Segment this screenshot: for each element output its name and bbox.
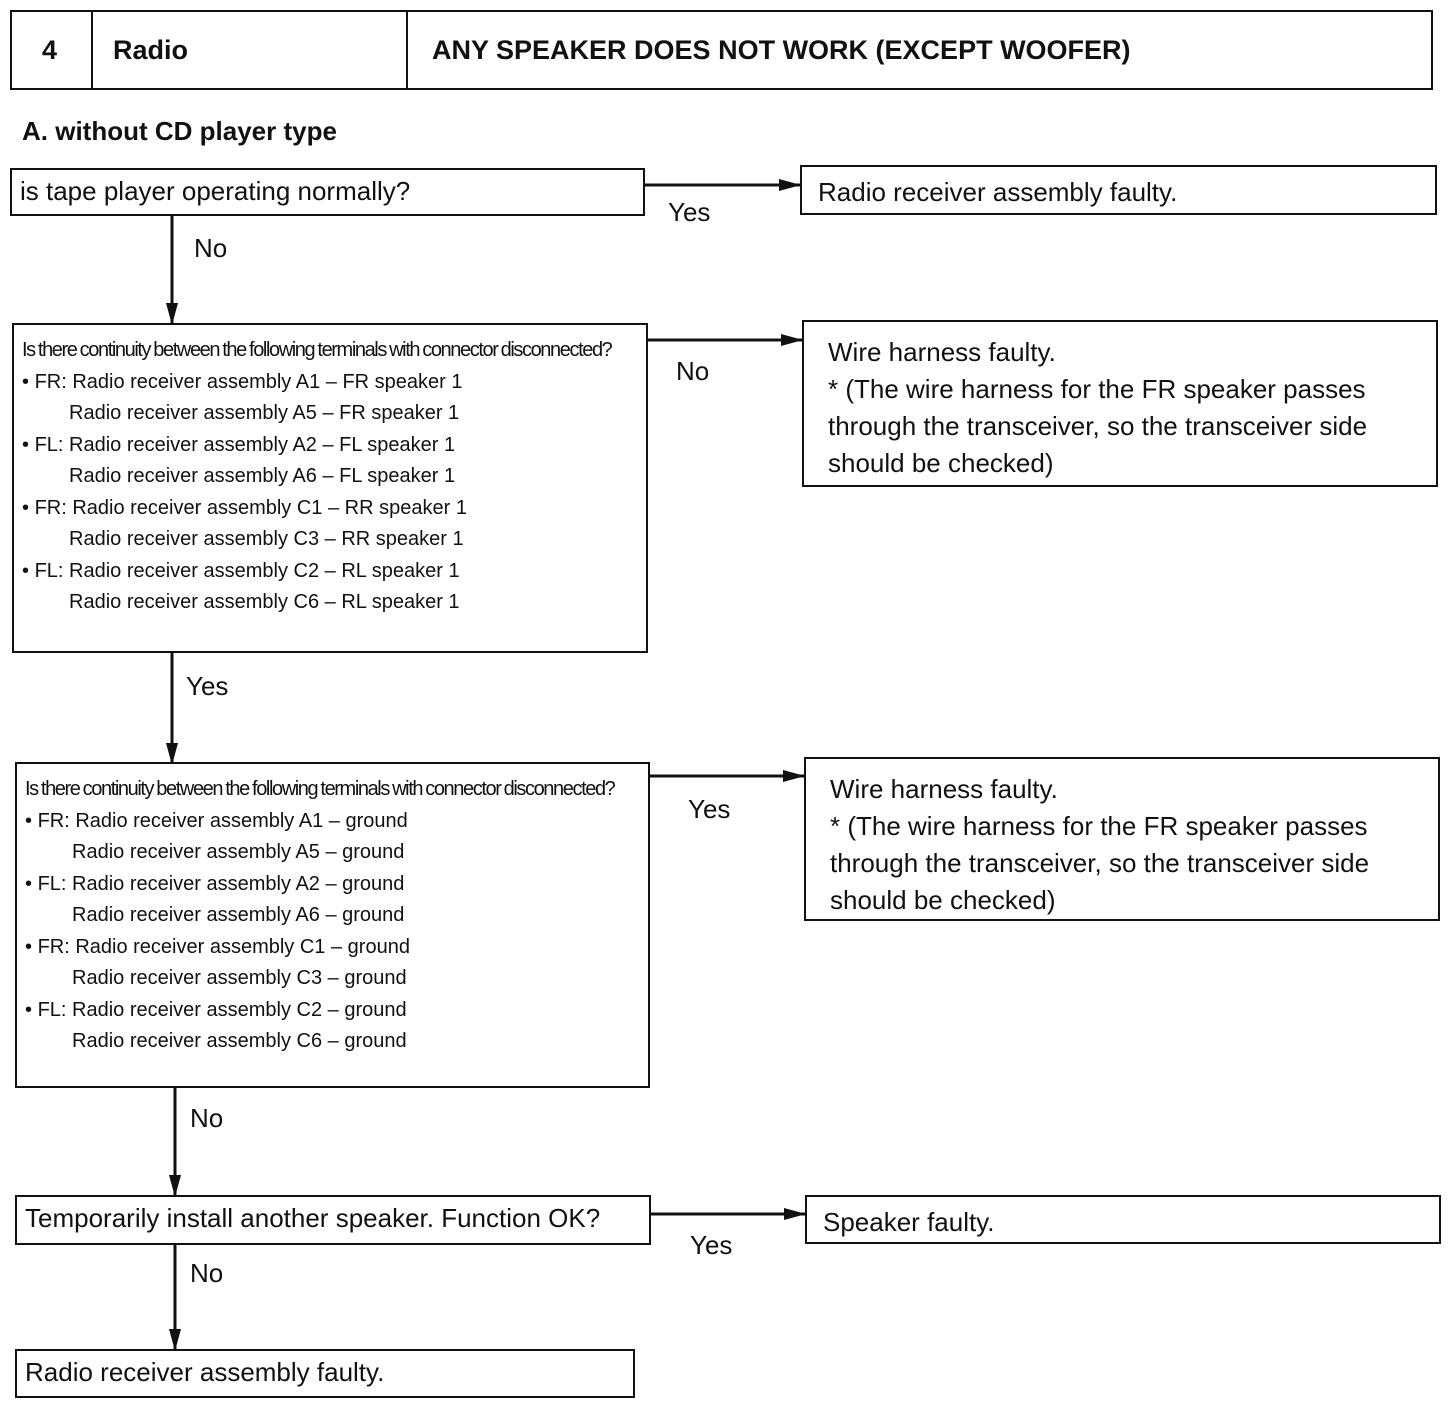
bullet-icon: •	[22, 370, 35, 393]
header-number: 4	[42, 34, 58, 65]
bullet-icon: •	[22, 559, 35, 582]
q1-question-box: is tape player operating normally?	[10, 168, 645, 216]
result-note: * (The wire harness for the FR speaker passes	[830, 811, 1368, 841]
bullet-icon: •	[25, 998, 38, 1021]
result-note: should be checked)	[828, 448, 1054, 478]
result-note: through the transceiver, so the transceiver side	[828, 411, 1368, 441]
terminal-check-bullet	[22, 430, 646, 462]
q2-question-box	[12, 323, 648, 653]
bullet-icon: •	[22, 433, 35, 456]
terminal-check-text: Radio receiver assembly A5 – ground	[72, 841, 405, 863]
q2-terminal-list	[22, 367, 646, 619]
terminal-check-text: Radio receiver assembly C3 – RR speaker 1	[69, 528, 464, 550]
q3-yes-label: Yes	[688, 794, 731, 824]
q2-no-label: No	[676, 356, 710, 386]
terminal-check-text: FR: Radio receiver assembly A1 – ground	[37, 809, 408, 832]
terminal-check-bullet	[22, 367, 646, 399]
q4-yes-result-box: Speaker faulty.	[805, 1195, 1441, 1244]
q2-no-result-box	[802, 320, 1438, 487]
terminal-check-text: Radio receiver assembly A6 – ground	[72, 904, 405, 926]
q2-intro: Is there continuity between the following terminals with connector disconnected?	[22, 339, 612, 361]
terminal-check-text: FL: Radio receiver assembly C2 – RL speaker 1	[34, 559, 460, 582]
q1-yes-label: Yes	[668, 197, 711, 227]
result-note: should be checked)	[830, 885, 1056, 915]
terminal-check-line	[25, 837, 648, 869]
header-title: ANY SPEAKER DOES NOT WORK (EXCEPT WOOFER)	[432, 34, 1131, 65]
terminal-check-bullet	[25, 806, 648, 838]
terminal-check-line	[25, 900, 648, 932]
bullet-icon: •	[25, 935, 38, 958]
q4-yes-label: Yes	[690, 1230, 733, 1260]
terminal-check-text: FL: Radio receiver assembly C2 – ground	[37, 998, 407, 1021]
result-note: through the transceiver, so the transceiver side	[830, 848, 1370, 878]
terminal-check-text: FR: Radio receiver assembly C1 – RR speaker 1	[34, 496, 467, 519]
terminal-check-bullet	[25, 995, 648, 1027]
q3-question-box	[15, 762, 650, 1088]
q3-no-label: No	[190, 1103, 224, 1133]
terminal-check-line	[22, 587, 646, 619]
q3-intro: Is there continuity between the following terminals with connector disconnected?	[25, 778, 615, 800]
terminal-check-text: Radio receiver assembly C6 – ground	[72, 1030, 407, 1052]
q1-no-label: No	[194, 233, 228, 263]
bullet-icon: •	[25, 872, 38, 895]
terminal-check-line	[22, 461, 646, 493]
q3-terminal-list	[25, 806, 648, 1058]
terminal-check-bullet	[25, 869, 648, 901]
terminal-check-text: Radio receiver assembly C6 – RL speaker 1	[69, 591, 460, 613]
header-category: Radio	[113, 34, 189, 65]
bullet-icon: •	[25, 809, 38, 832]
q1-yes-result-box: Radio receiver assembly faulty.	[800, 165, 1437, 215]
q2-yes-label: Yes	[186, 671, 229, 701]
terminal-check-line	[25, 963, 648, 995]
q4-question-box: Temporarily install another speaker. Function OK?	[15, 1195, 651, 1245]
terminal-check-line	[22, 524, 646, 556]
terminal-check-bullet	[25, 932, 648, 964]
terminal-check-text: FL: Radio receiver assembly A2 – ground	[37, 872, 405, 895]
terminal-check-line	[22, 398, 646, 430]
bullet-icon: •	[22, 496, 35, 519]
result-title: Wire harness faulty.	[830, 774, 1058, 804]
terminal-check-text: FR: Radio receiver assembly C1 – ground	[37, 935, 410, 958]
section-title: A. without CD player type	[22, 116, 337, 146]
q3-yes-result-box	[804, 757, 1440, 921]
terminal-check-text: Radio receiver assembly C3 – ground	[72, 967, 407, 989]
terminal-check-text: Radio receiver assembly A6 – FL speaker 1	[69, 465, 456, 487]
q4-no-label: No	[190, 1258, 224, 1288]
terminal-check-text: Radio receiver assembly A5 – FR speaker 1	[69, 402, 460, 424]
result-note: * (The wire harness for the FR speaker passes	[828, 374, 1366, 404]
terminal-check-bullet	[22, 556, 646, 588]
terminal-check-bullet	[22, 493, 646, 525]
final-result-box: Radio receiver assembly faulty.	[15, 1349, 635, 1398]
terminal-check-line	[25, 1026, 648, 1058]
result-title: Wire harness faulty.	[828, 337, 1056, 367]
terminal-check-text: FR: Radio receiver assembly A1 – FR speaker 1	[34, 370, 463, 393]
terminal-check-text: FL: Radio receiver assembly A2 – FL speaker 1	[34, 433, 456, 456]
